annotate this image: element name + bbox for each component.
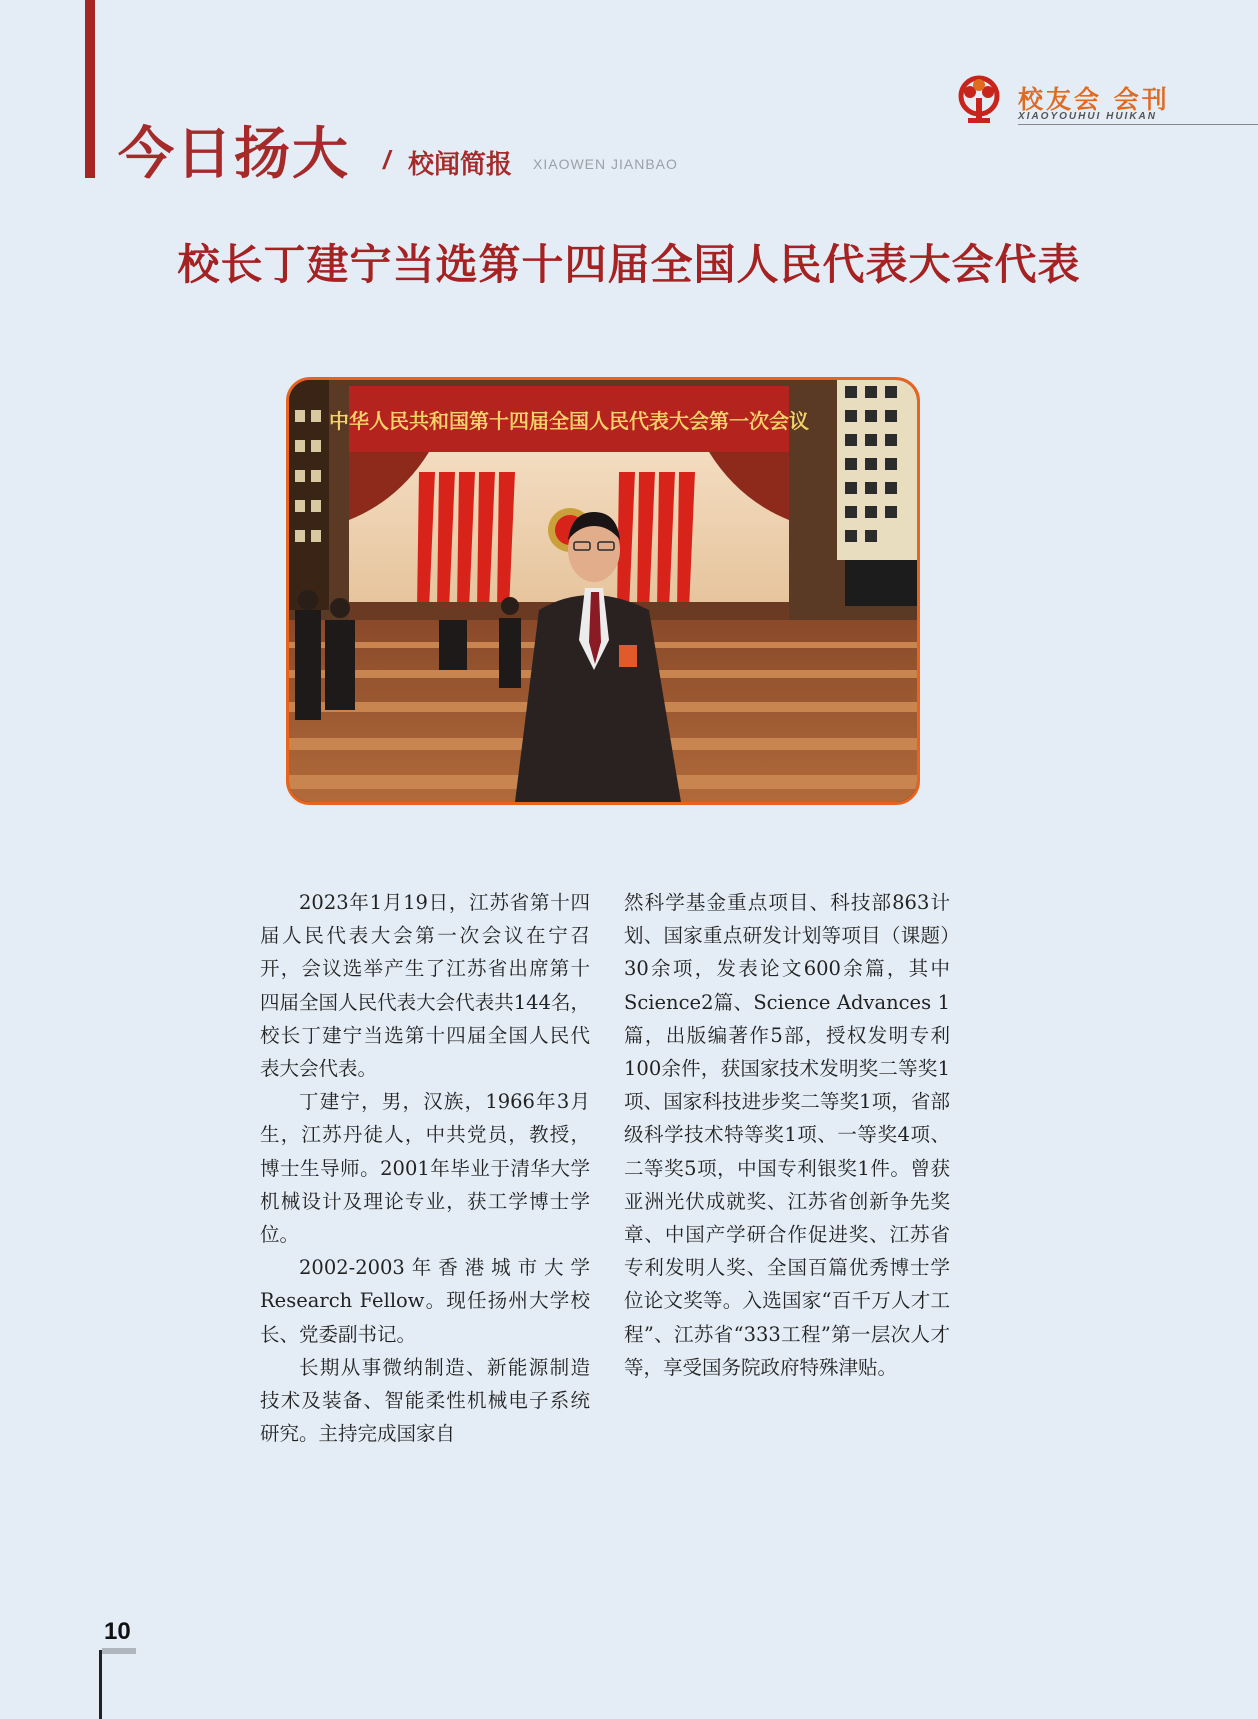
article-body-left-column: [260, 886, 590, 1450]
photo-banner-text: 中华人民共和国第十四届全国人民代表大会第一次会议: [329, 409, 809, 433]
article-body-right-column: [624, 886, 950, 1384]
article-paragraph: 丁建宁，男，汉族，1966年3月生，江苏丹徒人，中共党员，教授，博士生导师。2001年毕业于清华大学机械设计及理论专业，获工学博士学位。: [260, 1090, 590, 1247]
header-accent-bar: [85, 0, 95, 178]
section-divider-slash: /: [383, 145, 391, 175]
article-paragraph-continued: 然科学基金重点项目、科技部863计划、国家重点研发计划等项目（课题）30余项，发表论文600余篇，其中Science2篇、Science Advances 1篇，出版编著作5部，授权发明专利100余件，获国家技术发明奖二等奖1项、国家科技进步奖二等奖1项，省部级科学技术特等奖1项、一等奖4项、二等奖5项，中国专利银奖1件。曾获亚洲光伏成就奖、江苏省创新争先奖章、中国产学研合作促进奖、江苏省专利发明人奖、全国百篇优秀博士学位论文奖等。入选国家“百千万人才工程”、江苏省“333工程”第一层次人才等，享受国务院政府特殊津贴。: [624, 891, 950, 1379]
article-paragraph: 长期从事微纳制造、新能源制造技术及装备、智能柔性机械电子系统研究。主持完成国家自: [260, 1355, 590, 1446]
section-title: 今日扬大: [118, 122, 350, 187]
alumni-logo-icon: [953, 74, 1005, 126]
page-number-underline: [102, 1648, 136, 1654]
article-paragraph: 2023年1月19日，江苏省第十四届人民代表大会第一次会议在宁召开，会议选举产生了江苏省出席第十四届全国人民代表大会代表共144名，校长丁建宁当选第十四届全国人民代表大会代表。: [260, 891, 590, 1081]
article-paragraph: 2002-2003年香港城市大学Research Fellow。现任扬州大学校长、党委副书记。: [260, 1256, 590, 1346]
subsection-title-en: XIAOWEN JIANBAO: [533, 156, 678, 172]
page-number: 10: [104, 1618, 131, 1645]
article-title: 校长丁建宁当选第十四届全国人民代表大会代表: [177, 240, 1081, 289]
brand-name-en: XIAOYOUHUI HUIKAN: [1018, 111, 1158, 122]
congress-hall-photo: [289, 380, 917, 802]
article-photo: [286, 377, 920, 805]
brand-underline: [1018, 124, 1258, 125]
brand-name: 校友会 会刊: [1018, 85, 1170, 114]
page-corner-rule: [99, 1650, 102, 1719]
subsection-title: 校闻简报: [408, 150, 513, 180]
